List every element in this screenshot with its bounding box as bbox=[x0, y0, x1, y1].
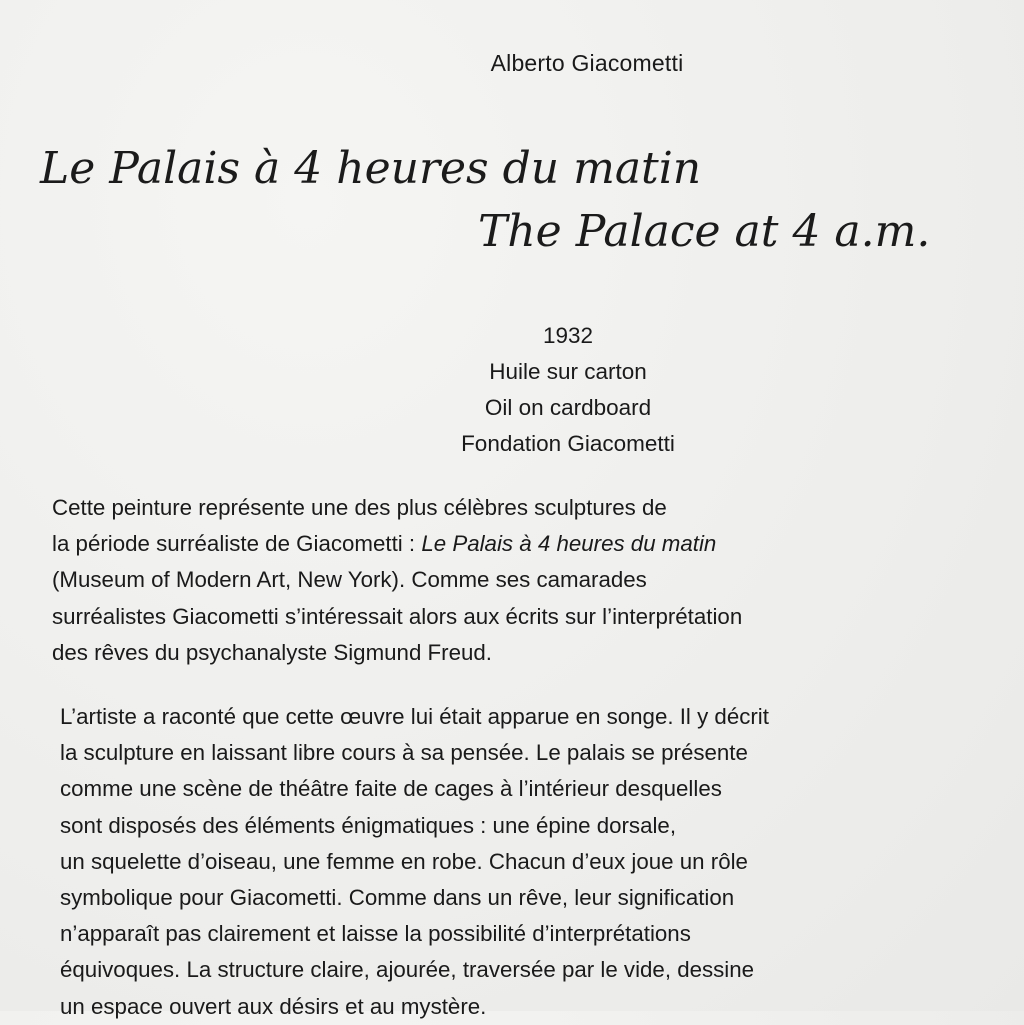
artwork-details bbox=[0, 318, 1024, 462]
italic-title: Le Palais à 4 heures du matin bbox=[421, 531, 717, 557]
paragraph-interpretation bbox=[60, 699, 1010, 1025]
text-line: un espace ouvert aux désirs et au mystère. bbox=[60, 993, 487, 1019]
text-line: n’apparaît pas clairement et laisse la possibilité d’interprétations bbox=[60, 921, 691, 947]
text-line: des rêves du psychanalyste Sigmund Freud. bbox=[52, 639, 492, 665]
medium-french: Huile sur carton bbox=[489, 359, 647, 384]
text-line: comme une scène de théâtre faite de cages à l’intérieur desquelles bbox=[60, 776, 722, 802]
year: 1932 bbox=[542, 323, 594, 348]
title-english: The Palace at 4 a.m. bbox=[478, 206, 931, 257]
medium-english: Oil on cardboard bbox=[484, 395, 652, 420]
text-line: L’artiste a raconté que cette œuvre lui était apparue en songe. Il y décrit bbox=[60, 704, 769, 729]
text-line: un squelette d’oiseau, une femme en robe. Chacun d’eux joue un rôle bbox=[60, 848, 748, 874]
text-line: (Museum of Modern Art, New York). Comme ses camarades bbox=[52, 567, 647, 593]
text-line-segment: la période surréaliste de Giacometti : bbox=[52, 531, 422, 557]
artist-name: Alberto Giacometti bbox=[490, 50, 684, 76]
text-line: équivoques. La structure claire, ajourée, traversée par le vide, dessine bbox=[60, 957, 755, 983]
text-line: sont disposés des éléments énigmatiques : une épine dorsale, bbox=[60, 812, 677, 838]
text-line: symbolique pour Giacometti. Comme dans un rêve, leur signification bbox=[60, 885, 735, 911]
text-line: Cette peinture représente une des plus célèbres sculptures de bbox=[52, 495, 667, 520]
text-line bbox=[52, 526, 1002, 562]
text-line: la sculpture en laissant libre cours à sa pensée. Le palais se présente bbox=[60, 740, 748, 766]
paragraph-description bbox=[52, 490, 1002, 671]
title-french: Le Palais à 4 heures du matin bbox=[40, 143, 702, 194]
text-line: surréalistes Giacometti s’intéressait alors aux écrits sur l’interprétation bbox=[52, 603, 743, 629]
collection: Fondation Giacometti bbox=[461, 431, 675, 456]
